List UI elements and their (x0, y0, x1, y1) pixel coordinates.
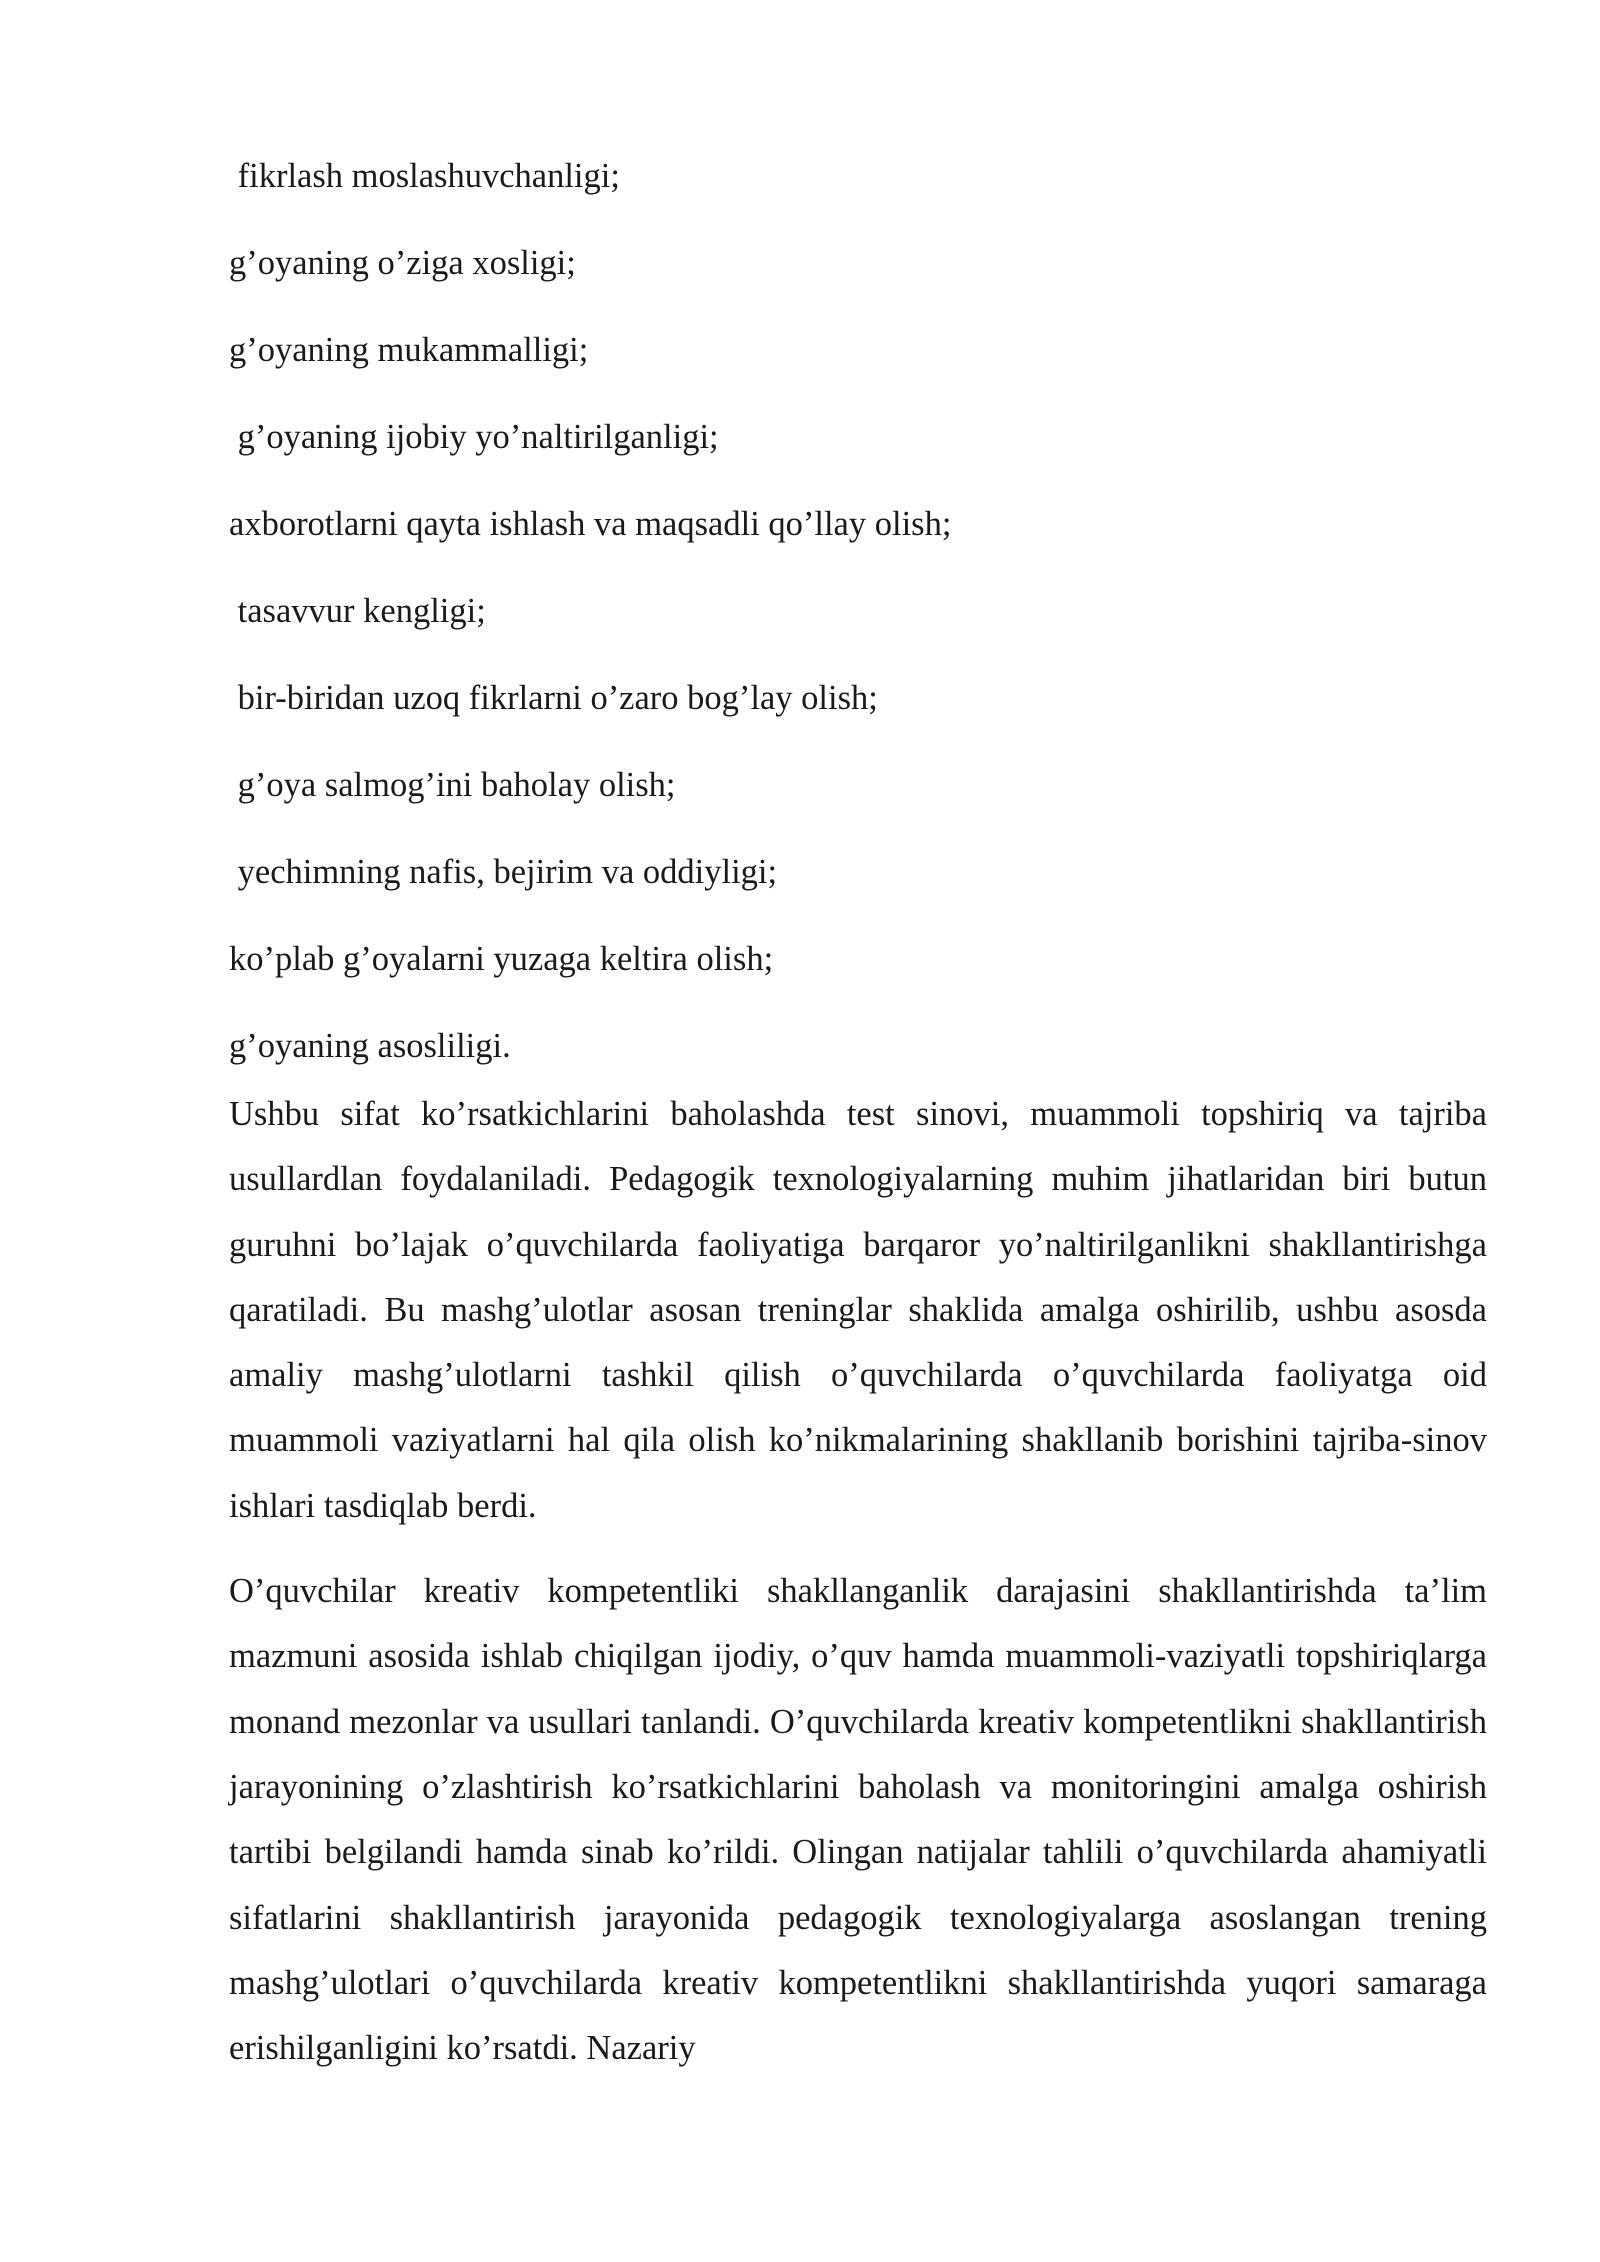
list-item: g’oyaning mukammalligi; (229, 331, 589, 369)
list-item: fikrlash moslashuvchanligi; (229, 157, 620, 195)
list-item: g’oyaning asosliligi. (229, 1027, 511, 1065)
list-item: yechimning nafis, bejirim va oddiyligi; (229, 853, 778, 891)
list-item: tasavvur kengligi; (229, 592, 486, 630)
document-body (229, 145, 1487, 2081)
body-paragraph: Ushbu sifat ko’rsatkichlarini baholashda test sinovi, muammoli topshiriq va tajriba usullardlan foydalaniladi. Pedagogik texnologiyalarning muhim jihatlaridan biri butun guruhni bo’lajak o’quvchilarda faoliyatiga barqaror yo’naltirilganlikni shakllantirishga qaratiladi. Bu mashg’ulotlar asosan treninglar shaklida amalga oshirilib, ushbu asosda amaliy mashg’ulotlarni tashkil qilish o’quvchilarda o’quvchilarda faoliyatga oid muammoli vaziyatlarni hal qila olish ko’nikmalarining shakllanib borishini tajriba-sinov ishlari tasdiqlab berdi. (229, 1095, 1487, 1525)
list-item: g’oyaning o’ziga xosligi; (229, 244, 576, 282)
list-item: bir-biridan uzoq fikrlarni o’zaro bog’lay olish; (229, 679, 878, 717)
list-item: g’oyaning ijobiy yo’naltirilganligi; (229, 418, 719, 456)
body-paragraph: O’quvchilar kreativ kompetentliki shakllanganlik darajasini shakllantirishda ta’lim mazmuni asosida ishlab chiqilgan ijodiy, o’quv hamda muammoli-vaziyatli topshiriqlarga monand mezonlar va usullari tanlandi. O’quvchilarda kreativ kompetentlikni shakllantirish jarayonining o’zlashtirish ko’rsatkichlarini baholash va monitoringini amalga oshirish tartibi belgilandi hamda sinab ko’rildi. Olingan natijalar tahlili o’quvchilarda ahamiyatli sifatlarini shakllantirish jarayonida pedagogik texnologiyalarga asoslangan trening mashg’ulotlari o’quvchilarda kreativ kompetentlikni shakllantirishda yuqori samaraga erishilganligini ko’rsatdi. Nazariy (229, 1572, 1487, 2068)
list-item: axborotlarni qayta ishlash va maqsadli qo’llay olish; (229, 505, 952, 543)
list-item: ko’plab g’oyalarni yuzaga keltira olish; (229, 940, 774, 978)
criteria-list (229, 145, 1487, 1102)
list-item: g’oya salmog’ini baholay olish; (229, 766, 676, 804)
